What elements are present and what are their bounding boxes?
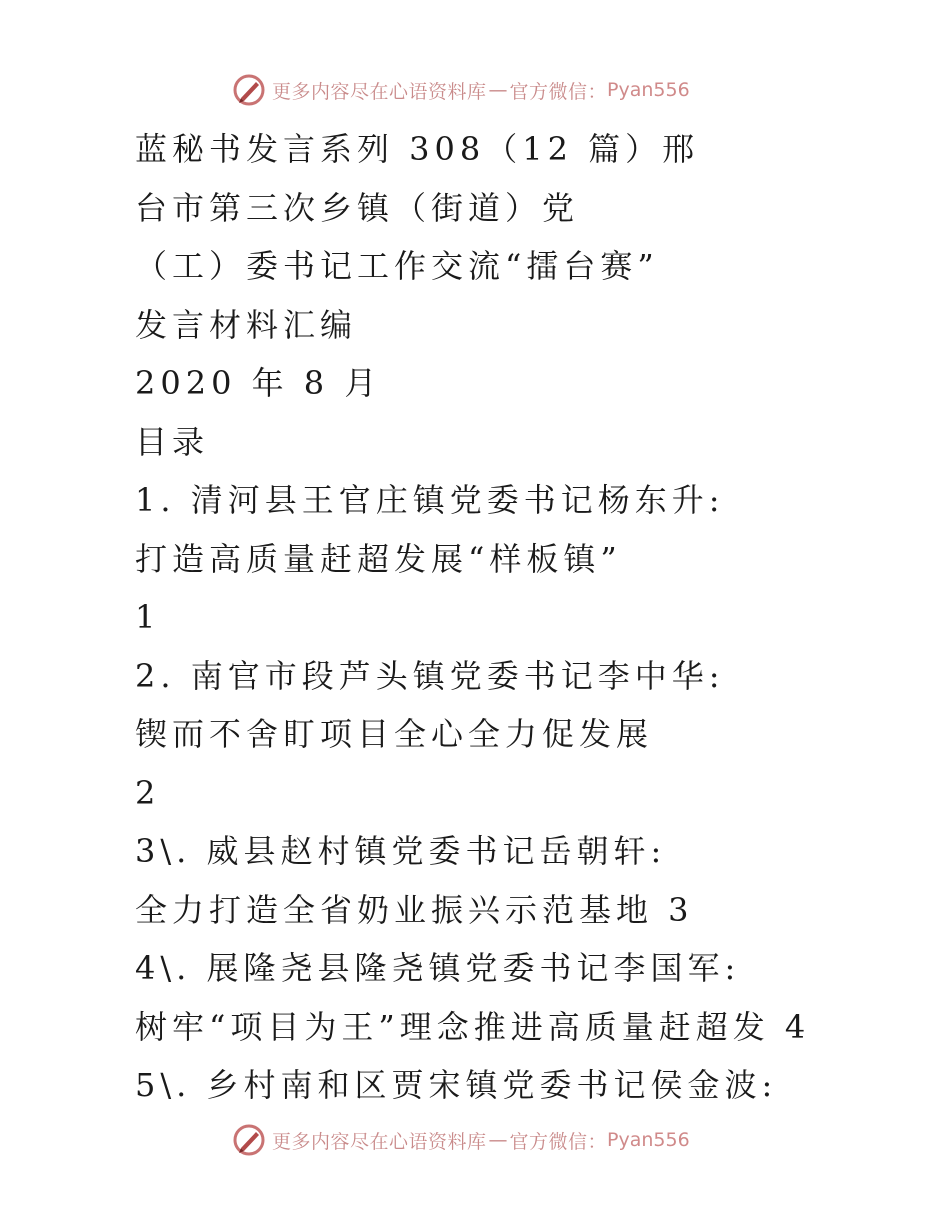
toc-entry-5-author: 5\. 乡村南和区贾宋镇党委书记侯金波: — [135, 1066, 778, 1104]
document-body — [135, 120, 915, 1115]
title-line-2: 台市第三次乡镇（街道）党 — [135, 188, 580, 227]
toc-entry-4-title: 树牢“项目为王”理念推进高质量赶超发 4 — [135, 1007, 811, 1046]
date-line: 2020 年 8 月 — [135, 364, 382, 402]
watermark-separator: — — [488, 79, 508, 101]
title-line-4: 发言材料汇编 — [135, 305, 358, 344]
title-line-1: 蓝秘书发言系列 308（12 篇）邢 — [135, 130, 700, 168]
watermark-header — [232, 72, 690, 108]
watermark-separator: — — [488, 1129, 508, 1151]
toc-entry-1-author: 1. 清河县王官庄镇党委书记杨东升: — [135, 481, 725, 519]
watermark-official-label: 官方微信： — [509, 1130, 608, 1153]
toc-entry-1-page: 1 — [135, 598, 161, 636]
watermark-footer — [232, 1122, 690, 1158]
title-line-3: （工）委书记工作交流“擂台赛” — [135, 247, 659, 285]
toc-entry-3-title: 全力打造全省奶业振兴示范基地 3 — [135, 890, 694, 929]
watermark-text: 更多内容尽在心语资料库 — [272, 80, 487, 103]
toc-entry-3-author: 3\. 威县赵村镇党委书记岳朝轩: — [135, 832, 667, 870]
toc-entry-2-author: 2. 南官市段芦头镇党委书记李中华: — [135, 656, 725, 695]
watermark-official-label: 官方微信： — [509, 80, 608, 103]
watermark-text: 更多内容尽在心语资料库 — [272, 1130, 487, 1153]
pen-logo-icon — [232, 73, 266, 107]
toc-entry-2-page: 2 — [135, 773, 161, 812]
watermark-account: Pyan556 — [607, 79, 690, 101]
toc-heading: 目录 — [135, 422, 210, 461]
toc-entry-2-title: 锲而不舍盯项目全心全力促发展 — [135, 715, 654, 753]
toc-entry-1-title: 打造高质量赶超发展“样板镇” — [135, 539, 622, 578]
watermark-account: Pyan556 — [607, 1129, 690, 1151]
pen-logo-icon — [232, 1123, 266, 1157]
toc-entry-4-author: 4\. 展隆尧县隆尧镇党委书记李国军: — [135, 949, 741, 987]
